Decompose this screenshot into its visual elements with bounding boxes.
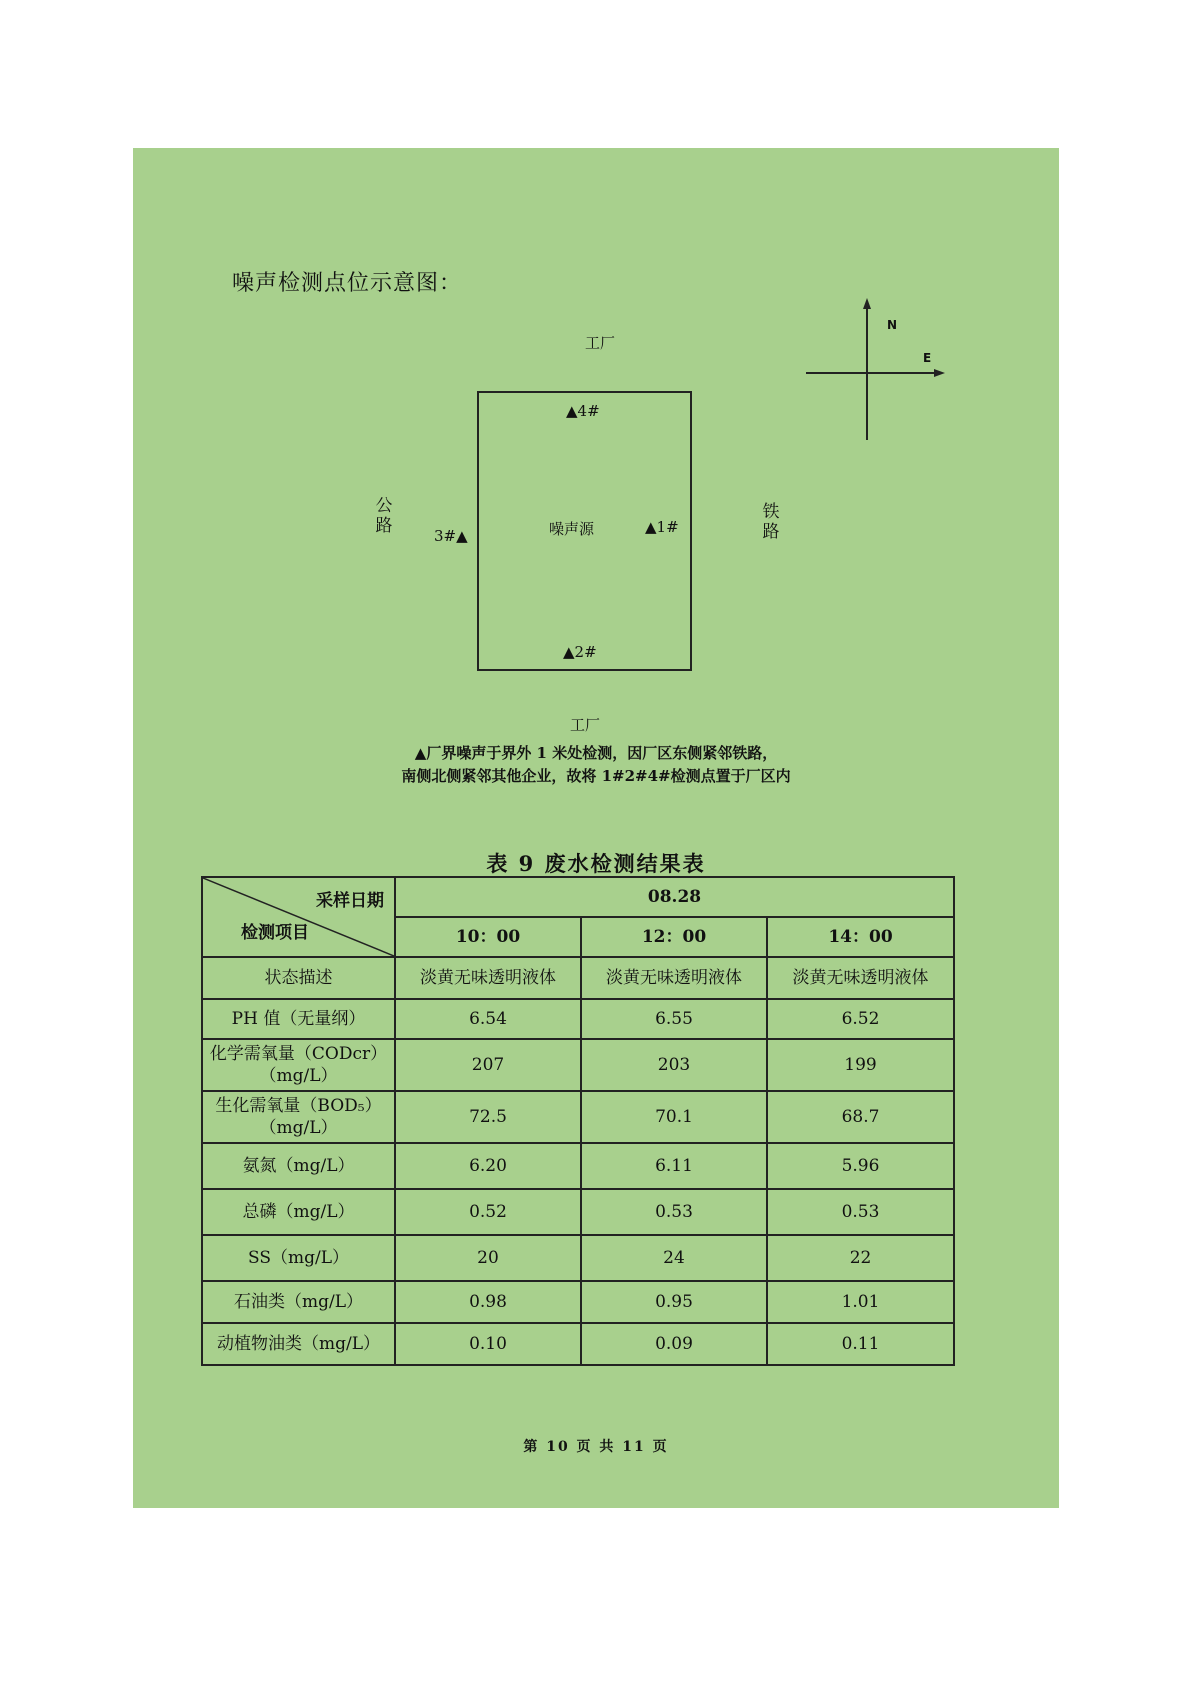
noise-source-label: 噪声源 xyxy=(549,520,595,538)
point-3-marker: 3#▲ xyxy=(434,527,468,545)
time-header-cell: 12：00 xyxy=(581,917,767,957)
noise-monitoring-diagram xyxy=(133,148,1059,828)
row-item-cell: 动植物油类（mg/L） xyxy=(202,1323,395,1365)
row-value-cell: 0.95 xyxy=(581,1281,767,1323)
row-item-cell: PH 值（无量纲） xyxy=(202,999,395,1039)
table-header-row xyxy=(202,877,954,917)
table-row xyxy=(202,1235,954,1281)
row-value-cell: 0.52 xyxy=(395,1189,581,1235)
row-value-cell: 20 xyxy=(395,1235,581,1281)
row-value-cell: 6.54 xyxy=(395,999,581,1039)
row-value-cell: 68.7 xyxy=(767,1091,954,1143)
time-header-cell: 14：00 xyxy=(767,917,954,957)
table-row xyxy=(202,1091,954,1143)
row-value-cell: 6.52 xyxy=(767,999,954,1039)
row-value-cell: 淡黄无味透明液体 xyxy=(395,957,581,999)
row-value-cell: 203 xyxy=(581,1039,767,1091)
table-corner-cell xyxy=(202,877,395,957)
table-row xyxy=(202,957,954,999)
top-factory-label: 工厂 xyxy=(585,334,616,352)
row-item-cell: 石油类（mg/L） xyxy=(202,1281,395,1323)
row-value-cell: 5.96 xyxy=(767,1143,954,1189)
page-footer: 第 10 页 共 11 页 xyxy=(523,1439,669,1455)
time-header-cell: 10：00 xyxy=(395,917,581,957)
row-value-cell: 0.53 xyxy=(767,1189,954,1235)
row-value-cell: 1.01 xyxy=(767,1281,954,1323)
row-value-cell: 淡黄无味透明液体 xyxy=(581,957,767,999)
row-item-cell: 总磷（mg/L） xyxy=(202,1189,395,1235)
table-row xyxy=(202,1281,954,1323)
diagram-caption-line2: 南侧北侧紧邻其他企业，故将 1#2#4#检测点置于厂区内 xyxy=(401,767,791,785)
header-sampling-date: 采样日期 xyxy=(316,891,384,911)
wastewater-results-table xyxy=(201,876,955,1366)
row-value-cell: 72.5 xyxy=(395,1091,581,1143)
row-value-cell: 0.10 xyxy=(395,1323,581,1365)
compass-e-label: E xyxy=(923,351,932,365)
compass-n-label: N xyxy=(887,318,898,332)
row-value-cell: 24 xyxy=(581,1235,767,1281)
row-value-cell: 6.20 xyxy=(395,1143,581,1189)
row-value-cell: 70.1 xyxy=(581,1091,767,1143)
row-value-cell: 207 xyxy=(395,1039,581,1091)
compass-north-arrow xyxy=(863,298,871,309)
date-header-cell: 08.28 xyxy=(395,877,954,917)
bottom-factory-label: 工厂 xyxy=(570,716,601,734)
table-row xyxy=(202,1143,954,1189)
header-test-item: 检测项目 xyxy=(241,923,309,943)
right-railway-label: 铁路 xyxy=(762,502,780,542)
row-item-cell: 状态描述 xyxy=(202,957,395,999)
table-row xyxy=(202,999,954,1039)
table-title: 表 9 废水检测结果表 xyxy=(486,851,706,876)
point-4-marker: ▲4# xyxy=(566,402,600,420)
table-row xyxy=(202,1189,954,1235)
row-item-cell: 化学需氧量（CODcr）（mg/L） xyxy=(202,1039,395,1091)
table-row xyxy=(202,1039,954,1091)
row-value-cell: 6.11 xyxy=(581,1143,767,1189)
table-row xyxy=(202,1323,954,1365)
row-item-cell: 生化需氧量（BOD₅）（mg/L） xyxy=(202,1091,395,1143)
point-2-marker: ▲2# xyxy=(563,643,597,661)
document-page xyxy=(133,148,1059,1508)
section-heading: 噪声检测点位示意图： xyxy=(232,271,463,296)
row-value-cell: 0.11 xyxy=(767,1323,954,1365)
row-value-cell: 199 xyxy=(767,1039,954,1091)
row-value-cell: 22 xyxy=(767,1235,954,1281)
point-1-marker: ▲1# xyxy=(645,518,679,536)
row-value-cell: 0.98 xyxy=(395,1281,581,1323)
row-item-cell: SS（mg/L） xyxy=(202,1235,395,1281)
row-value-cell: 淡黄无味透明液体 xyxy=(767,957,954,999)
row-value-cell: 0.53 xyxy=(581,1189,767,1235)
diagram-caption-line1: ▲厂界噪声于界外 1 米处检测，因厂区东侧紧邻铁路， xyxy=(414,744,778,762)
row-value-cell: 6.55 xyxy=(581,999,767,1039)
row-item-cell: 氨氮（mg/L） xyxy=(202,1143,395,1189)
compass-east-arrow xyxy=(934,369,945,377)
left-road-label: 公路 xyxy=(375,496,393,536)
row-value-cell: 0.09 xyxy=(581,1323,767,1365)
